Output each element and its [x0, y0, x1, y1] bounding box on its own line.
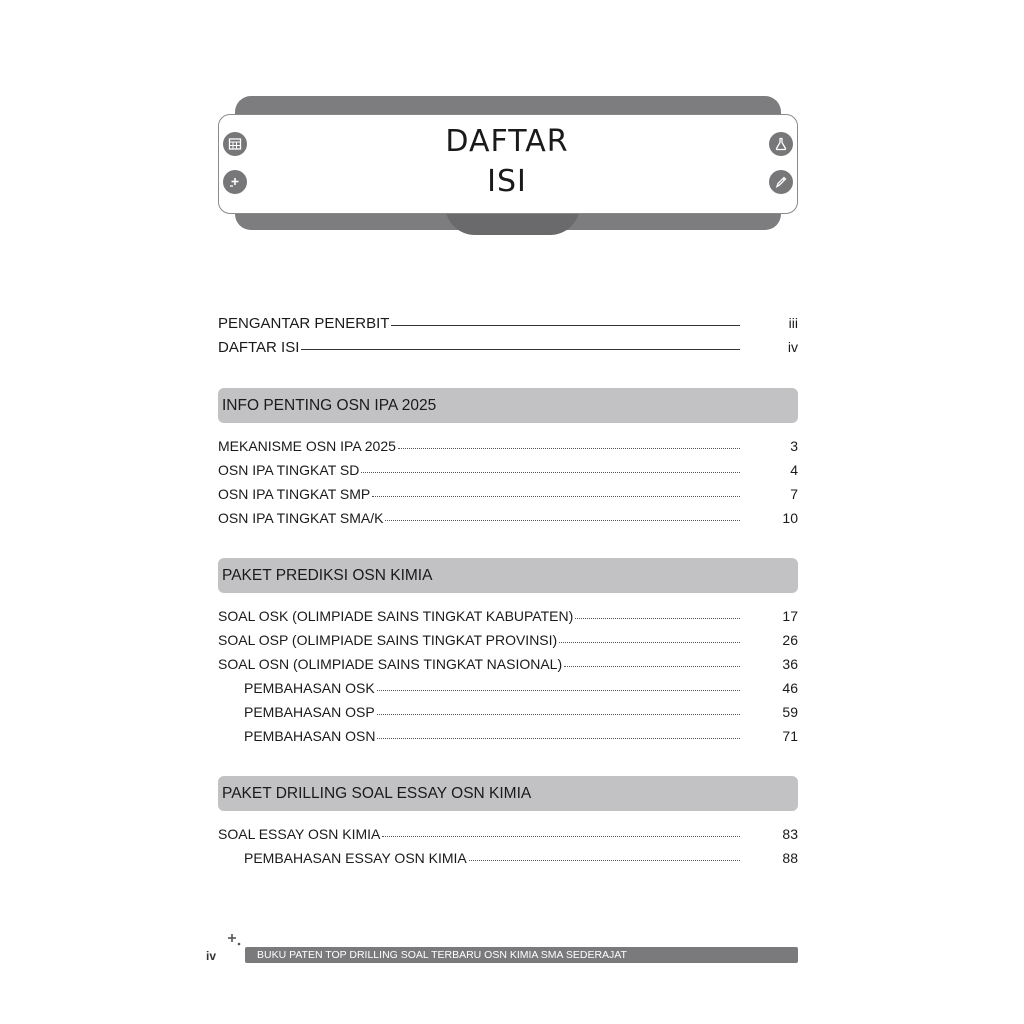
toc-entry-label: OSN IPA TINGKAT SD: [218, 462, 360, 478]
section-header-paket-drilling: PAKET DRILLING SOAL ESSAY OSN KIMIA: [218, 776, 798, 811]
leader-line: [301, 349, 740, 350]
toc-entry[interactable]: [218, 315, 798, 332]
leader-dots: [564, 666, 740, 667]
toc-entry[interactable]: [218, 850, 798, 866]
leader-dots: [361, 472, 740, 473]
section-header-info-penting: INFO PENTING OSN IPA 2025: [218, 388, 798, 423]
toc-entry[interactable]: [218, 486, 798, 502]
toc-entry[interactable]: [218, 826, 798, 842]
toc-entry-page: iv: [787, 339, 798, 355]
toc-entry-page: 3: [790, 438, 798, 454]
toc-entry-label: PENGANTAR PENERBIT: [218, 315, 390, 332]
toc-entry[interactable]: [218, 438, 798, 454]
calculator-icon: [223, 132, 247, 156]
toc-entry-page: 83: [782, 826, 798, 842]
sparkle-icon: [226, 933, 244, 949]
leader-dots: [377, 690, 740, 691]
toc-entry-label: OSN IPA TINGKAT SMP: [218, 486, 371, 502]
toc-entry-label: SOAL OSK (OLIMPIADE SAINS TINGKAT KABUPATEN): [218, 608, 574, 624]
leader-dots: [372, 496, 740, 497]
page-number: iv: [206, 949, 217, 963]
toc-entry-label: MEKANISME OSN IPA 2025: [218, 438, 396, 454]
toc-entry-label: SOAL OSP (OLIMPIADE SAINS TINGKAT PROVINSI): [218, 632, 558, 648]
toc-entry-page: 7: [790, 486, 798, 502]
toc-entry[interactable]: [218, 704, 798, 720]
pencil-icon: [769, 170, 793, 194]
leader-dots: [377, 738, 740, 739]
page-title-line1: DAFTAR: [445, 124, 569, 159]
leader-line: [391, 325, 740, 326]
toc-entry-label: SOAL OSN (OLIMPIADE SAINS TINGKAT NASIONAL): [218, 656, 563, 672]
toc-entry-page: 17: [782, 608, 798, 624]
leader-dots: [575, 618, 740, 619]
toc-entry-label: PEMBAHASAN OSN: [244, 728, 376, 744]
leader-dots: [377, 714, 740, 715]
toc-entry-label: DAFTAR ISI: [218, 339, 300, 356]
toc-entry-page: 36: [782, 656, 798, 672]
toc-entry-page: 26: [782, 632, 798, 648]
toc-entry-page: 59: [782, 704, 798, 720]
toc-entry[interactable]: [218, 462, 798, 478]
toc-entry[interactable]: [218, 339, 798, 356]
toc-entry-page: 4: [790, 462, 798, 478]
toc-entry[interactable]: [218, 728, 798, 744]
plus-minus-icon: [223, 170, 247, 194]
toc-entry-page: 88: [782, 850, 798, 866]
toc-entry-label: PEMBAHASAN OSP: [244, 704, 375, 720]
toc-entry-page: 71: [782, 728, 798, 744]
leader-dots: [398, 448, 740, 449]
section-header-paket-prediksi: PAKET PREDIKSI OSN KIMIA: [218, 558, 798, 593]
toc-entry[interactable]: [218, 632, 798, 648]
toc-entry-label: OSN IPA TINGKAT SMA/K: [218, 510, 384, 526]
toc-entry[interactable]: [218, 510, 798, 526]
leader-dots: [559, 642, 740, 643]
toc-entry-page: 10: [782, 510, 798, 526]
page-title-line2: ISI: [487, 164, 527, 199]
toc-entry[interactable]: [218, 608, 798, 624]
toc-entry-page: 46: [782, 680, 798, 696]
leader-dots: [469, 860, 740, 861]
toc-entry-label: SOAL ESSAY OSN KIMIA: [218, 826, 381, 842]
toc-entry-page: iii: [788, 315, 798, 331]
toc-entry[interactable]: [218, 656, 798, 672]
toc-entry-label: PEMBAHASAN ESSAY OSN KIMIA: [244, 850, 467, 866]
toc-entry[interactable]: [218, 680, 798, 696]
footer-book-title: BUKU PATEN TOP DRILLING SOAL TERBARU OSN KIMIA SMA SEDERAJAT: [245, 947, 798, 963]
leader-dots: [385, 520, 740, 521]
leader-dots: [382, 836, 740, 837]
flask-icon: [769, 132, 793, 156]
toc-entry-label: PEMBAHASAN OSK: [244, 680, 375, 696]
